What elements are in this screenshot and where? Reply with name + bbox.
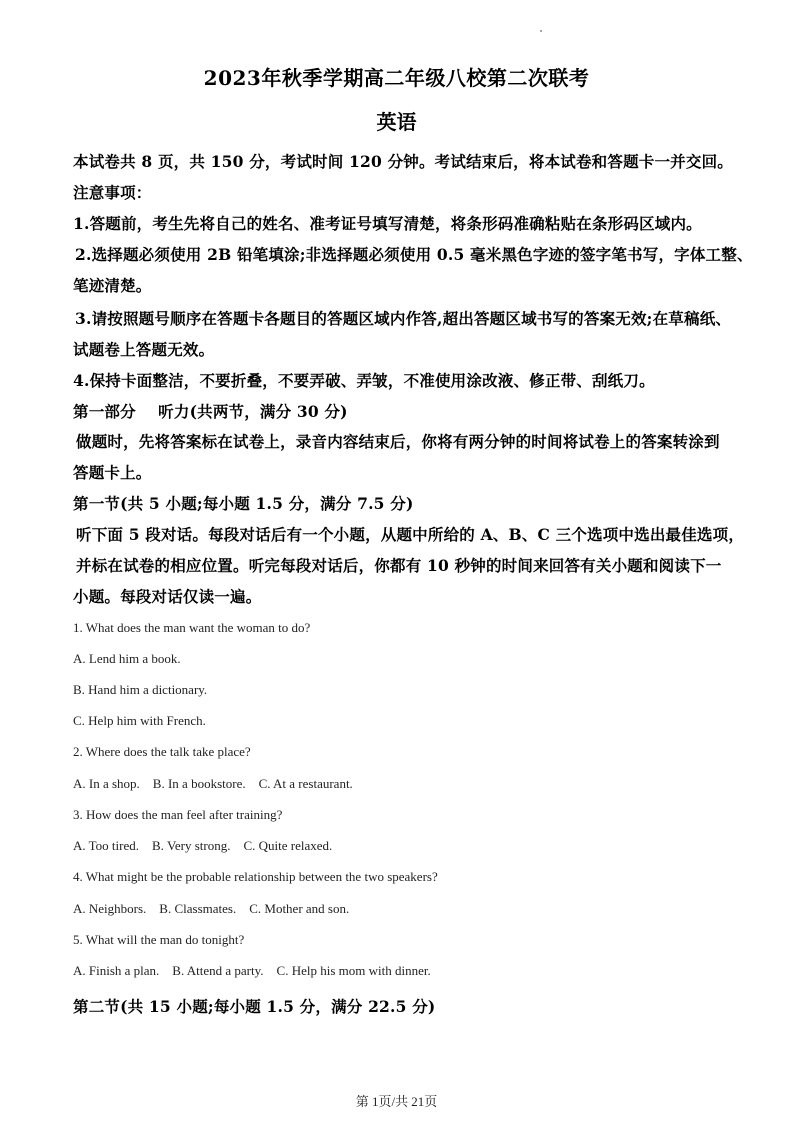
notice-heading: 注意事项：: [73, 183, 152, 202]
section1-instruction-b: 并标在试卷的相应位置。听完每段对话后，你都有 10 秒钟的时间来回答有关小题和阅读下一: [76, 556, 722, 575]
rule-3-line-a: 3.请按照题号顺序在答题卡各题目的答题区域内作答,超出答题区域书写的答案无效;在草稿纸、: [75, 309, 732, 328]
page-number: 第 1页/共 21页: [355, 1094, 438, 1109]
rule-1: 1.答题前，考生先将自己的姓名、准考证号填写清楚，将条形码准确粘贴在条形码区域内。: [73, 214, 702, 233]
part1-instruction-b: 答题卡上。: [73, 463, 152, 482]
section1-instruction-a: 听下面 5 段对话。每段对话后有一个小题，从题中所给的 A、B、C 三个选项中选出最佳选项，: [76, 525, 745, 544]
question-2: 2. Where does the talk take place?: [73, 744, 251, 759]
question-3: 3. How does the man feel after training?: [73, 807, 283, 822]
scan-dot: [540, 30, 542, 32]
question-3-options: A. Too tired. B. Very strong. C. Quite relaxed.: [73, 838, 333, 853]
section1-instruction-c: 小题。每段对话仅读一遍。: [73, 587, 262, 606]
question-1: 1. What does the man want the woman to do?: [73, 620, 311, 635]
question-5: 5. What will the man do tonight?: [73, 932, 245, 947]
rule-2-line-a: 2.选择题必须使用 2B 铅笔填涂;非选择题必须使用 0.5 毫米黑色字迹的签字笔书写，字体工整、: [75, 245, 753, 264]
rule-2-line-b: 笔迹清楚。: [73, 276, 152, 295]
question-5-options: A. Finish a plan. B. Attend a party. C. Help his mom with dinner.: [73, 963, 431, 978]
question-1-option-a: A. Lend him a book.: [73, 651, 181, 666]
exam-title: 2023年秋季学期高二年级八校第二次联考: [203, 66, 590, 90]
question-1-option-c: C. Help him with French.: [73, 713, 206, 728]
part1-instruction-a: 做题时，先将答案标在试卷上，录音内容结束后，你将有两分钟的时间将试卷上的答案转涂到: [76, 432, 720, 451]
exam-subject: 英语: [376, 110, 417, 134]
rule-4: 4.保持卡面整洁，不要折叠，不要弄破、弄皱，不准使用涂改液、修正带、刮纸刀。: [73, 371, 655, 390]
question-4-options: A. Neighbors. B. Classmates. C. Mother and son.: [73, 901, 350, 916]
intro-line: 本试卷共 8 页，共 150 分，考试时间 120 分钟。考试结束后，将本试卷和答题卡一并交回。: [73, 152, 733, 171]
part1-heading: 第一部分 听力(共两节，满分 30 分): [73, 402, 348, 421]
section2-heading: 第二节(共 15 小题;每小题 1.5 分，满分 22.5 分): [73, 997, 436, 1016]
rule-3-line-b: 试题卷上答题无效。: [73, 340, 215, 359]
section1-heading: 第一节(共 5 小题;每小题 1.5 分，满分 7.5 分): [73, 494, 414, 513]
question-1-option-b: B. Hand him a dictionary.: [73, 682, 208, 697]
question-4: 4. What might be the probable relationship between the two speakers?: [73, 869, 438, 884]
question-2-options: A. In a shop. B. In a bookstore. C. At a restaurant.: [73, 776, 353, 791]
